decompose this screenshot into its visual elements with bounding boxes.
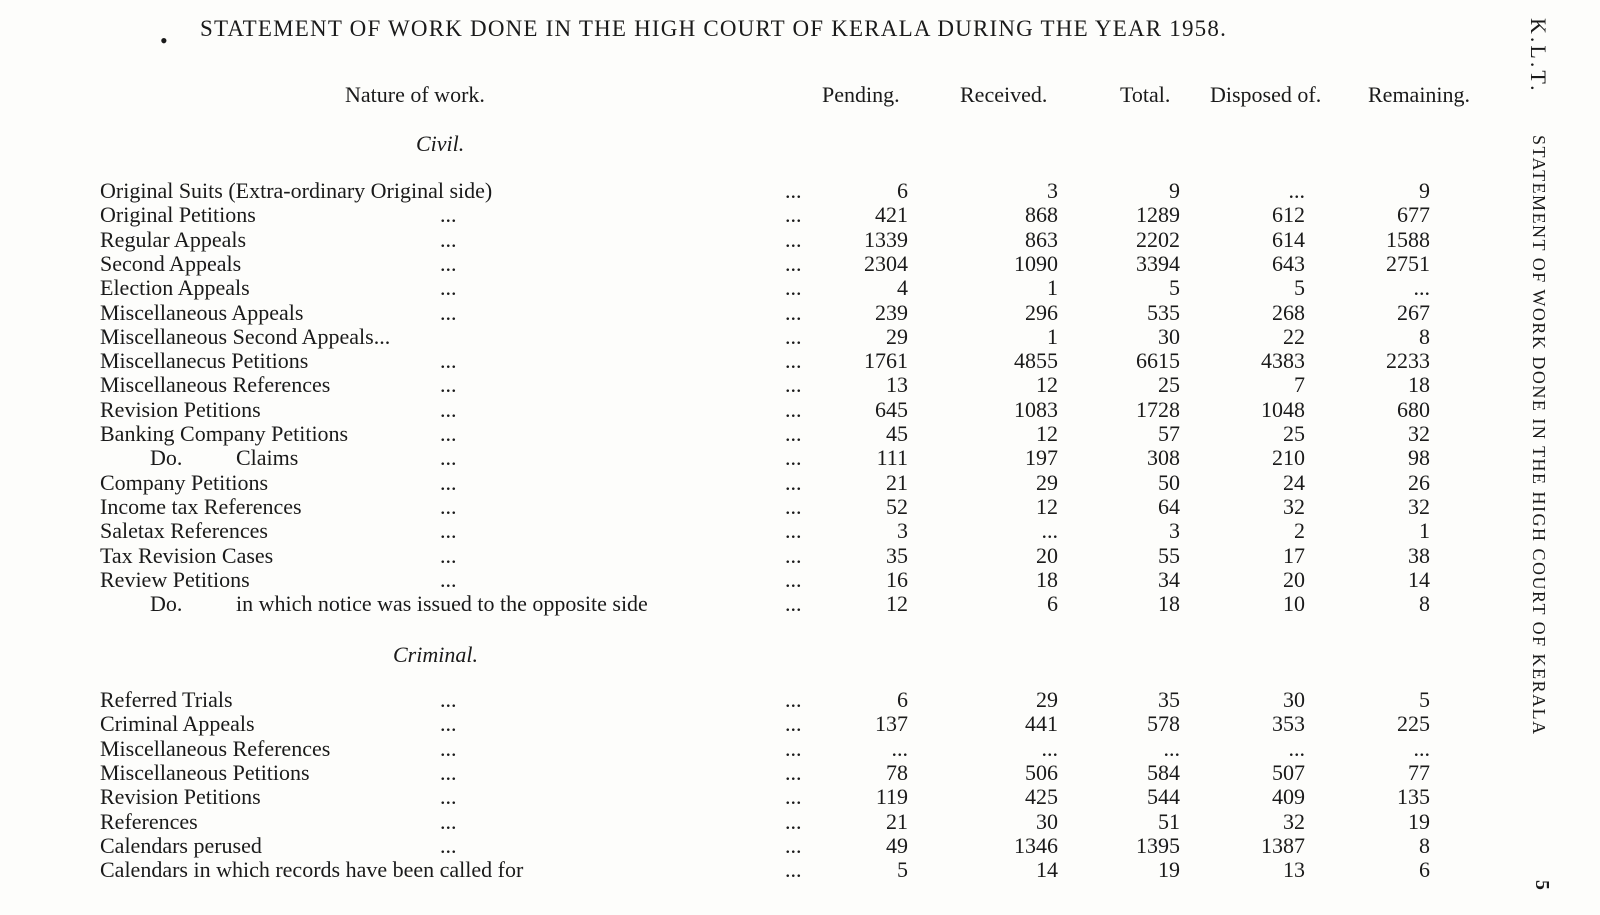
cell-disposed: 25 [1283,421,1305,446]
row-leader-dots: ... [440,348,457,374]
cell-pending: 421 [875,202,908,228]
cell-received: 296 [1025,299,1058,325]
row-label-text: Election Appeals [100,275,250,301]
table-row [0,495,1480,519]
cell-disposed: 32 [1283,493,1305,519]
cell-received: 20 [1036,542,1058,568]
row-label [100,228,246,252]
cell-pending: 119 [875,784,908,810]
row-label-text: Miscellanecus Petitions [100,348,309,374]
cell-disposed: 22 [1283,323,1305,349]
row-label [100,737,330,761]
row-label-text: Regular Appeals [100,226,247,252]
margin-running-title: STATEMENT OF WORK DONE IN THE HIGH COURT OF KERALA [1529,135,1549,736]
cell-disposed: 409 [1272,784,1305,810]
header-remaining: Remaining. [1368,82,1471,107]
cell-total: 3394 [1136,250,1180,276]
cell-total: 51 [1158,808,1180,834]
table-row [0,568,1480,592]
cell-pending: 6 [897,178,908,203]
cell-disposed: 7 [1294,372,1305,398]
row-leader-dots: ... [440,808,457,834]
table-row [0,398,1480,422]
cell-received: 441 [1025,711,1058,737]
row-label [100,785,261,809]
cell-received: 197 [1025,445,1058,471]
row-label-text: Revision Petitions [100,396,261,422]
column-leader-dots: ... [785,808,802,834]
row-leader-dots: ... [440,566,457,592]
row-leader-dots: ... [440,396,457,422]
row-label-text: Saletax References [100,518,268,544]
cell-remaining: 77 [1408,759,1430,785]
table-row [0,737,1480,761]
row-leader-dots: ... [440,202,457,228]
row-label-text: Miscellaneous References [100,735,331,761]
cell-remaining: ... [1413,735,1430,761]
cell-remaining: 98 [1408,445,1430,471]
cell-pending: 111 [876,445,908,471]
cell-total: 9 [1169,178,1180,203]
cell-disposed: 17 [1283,542,1305,568]
cell-total: 30 [1158,323,1180,349]
row-label-text: Company Petitions [100,469,269,495]
column-leader-dots: ... [785,687,802,712]
cell-remaining: 2233 [1386,348,1430,374]
cell-disposed: 268 [1272,299,1305,325]
header-total: Total. [1120,82,1171,107]
cell-remaining: 9 [1419,178,1430,203]
cell-received: 4855 [1014,348,1058,374]
table-row [0,810,1480,834]
column-leader-dots: ... [785,518,802,544]
cell-received: 506 [1025,759,1058,785]
cell-disposed: 507 [1272,759,1305,785]
cell-total: 1728 [1136,396,1180,422]
row-label [100,471,268,495]
table-row [0,301,1480,325]
column-leader-dots: ... [785,421,802,446]
cell-total: 535 [1147,299,1180,325]
column-leader-dots: ... [785,178,802,203]
column-leader-dots: ... [785,784,802,810]
section-civil-label: Civil. [416,131,465,156]
cell-disposed: 612 [1272,202,1305,228]
cell-remaining: 14 [1408,566,1430,592]
cell-disposed: 13 [1283,857,1305,883]
column-leader-dots: ... [785,832,802,858]
column-leader-dots: ... [785,759,802,785]
table-row [0,834,1480,858]
row-label-text: Do. [150,445,183,471]
column-leader-dots: ... [785,323,802,349]
table-row [0,228,1480,252]
row-leader-dots: ... [440,687,457,712]
table-row [0,422,1480,446]
cell-remaining: 677 [1397,202,1430,228]
cell-received: 3 [1047,178,1058,203]
row-label [100,373,330,397]
column-leader-dots: ... [785,396,802,422]
row-leader-dots: ... [440,784,457,810]
cell-received: 30 [1036,808,1058,834]
cell-remaining: 32 [1408,421,1430,446]
cell-remaining: 1 [1419,518,1430,544]
row-leader-dots: ... [440,832,457,858]
cell-received: 1083 [1014,396,1058,422]
row-label [150,445,299,471]
cell-total: 2202 [1136,226,1180,252]
row-label [100,568,250,592]
cell-disposed: 32 [1283,808,1305,834]
column-leader-dots: ... [785,445,802,471]
row-label-text: Original Suits (Extra-ordinary Original side) [100,178,493,203]
column-leader-dots: ... [785,348,802,374]
row-leader-dots: ... [440,518,457,544]
column-leader-dots: ... [785,250,802,276]
cell-disposed: 210 [1272,445,1305,471]
row-label-sub: Claims [236,445,299,471]
cell-remaining: 680 [1397,396,1430,422]
row-leader-dots: ... [440,421,457,446]
cell-total: 64 [1158,493,1180,519]
row-leader-dots: ... [440,299,457,325]
cell-disposed: 643 [1272,250,1305,276]
row-label [100,834,262,858]
cell-total: 544 [1147,784,1180,810]
table-row [0,761,1480,785]
table-row [0,519,1480,543]
margin-journal-abbrev: K.L.T. [1526,18,1551,94]
row-label [100,858,523,882]
cell-received: 29 [1036,469,1058,495]
table-row [0,592,1480,616]
column-leader-dots: ... [785,372,802,398]
cell-total: 5 [1169,275,1180,301]
cell-disposed: 20 [1283,566,1305,592]
cell-remaining: 18 [1408,372,1430,398]
row-label [100,712,255,736]
cell-pending: 49 [886,832,908,858]
section-criminal-label: Criminal. [393,642,478,667]
table-row [0,471,1480,495]
row-leader-dots: ... [440,469,457,495]
row-label [100,519,268,543]
table-row [0,203,1480,227]
page-number: 5 [1531,880,1553,890]
cell-total: 34 [1158,566,1180,592]
cell-pending: 137 [875,711,908,737]
cell-disposed: ... [1288,178,1305,203]
cell-remaining: 38 [1408,542,1430,568]
column-leader-dots: ... [785,542,802,568]
cell-pending: 1761 [864,348,908,374]
cell-pending: 12 [886,591,908,617]
cell-remaining: 2751 [1386,250,1430,276]
cell-disposed: ... [1288,735,1305,761]
cell-remaining: 19 [1408,808,1430,834]
cell-disposed: 1387 [1261,832,1305,858]
cell-disposed: 5 [1294,275,1305,301]
column-leader-dots: ... [785,493,802,519]
row-leader-dots: ... [440,759,457,785]
cell-received: 18 [1036,566,1058,592]
cell-received: 425 [1025,784,1058,810]
row-label [100,495,302,519]
row-label [150,591,648,617]
title-text: STATEMENT OF WORK DONE IN THE HIGH COURT OF KERALA DURING THE YEAR 1958. [200,16,1228,41]
cell-pending: 52 [886,493,908,519]
row-label [100,761,310,785]
table-row [0,712,1480,736]
table-row [0,179,1480,203]
cell-remaining: 26 [1408,469,1430,495]
cell-pending: 1339 [864,226,908,252]
cell-pending: 645 [875,396,908,422]
cell-pending: 5 [897,857,908,883]
cell-pending: ... [891,735,908,761]
cell-pending: 21 [886,808,908,834]
row-label [100,325,390,349]
cell-remaining: 8 [1419,323,1430,349]
cell-disposed: 10 [1283,591,1305,617]
cell-total: 57 [1158,421,1180,446]
row-label [100,252,241,276]
cell-received: 12 [1036,493,1058,519]
column-leader-dots: ... [785,735,802,761]
cell-disposed: 30 [1283,687,1305,712]
cell-remaining: 5 [1419,687,1430,712]
cell-received: 12 [1036,421,1058,446]
row-label-text: Miscellaneous Appeals [100,299,304,325]
row-label-text: Income tax References [100,493,302,519]
cell-total: 55 [1158,542,1180,568]
table-row [0,349,1480,373]
cell-disposed: 1048 [1261,396,1305,422]
cell-total: 3 [1169,518,1180,544]
cell-remaining: 32 [1408,493,1430,519]
row-label-text: Revision Petitions [100,784,261,810]
cell-disposed: 614 [1272,226,1305,252]
row-label-text: Calendars in which records have been called for [100,857,524,883]
row-label-text: Miscellaneous References [100,372,331,398]
cell-received: ... [1041,518,1058,544]
table-row [0,858,1480,882]
column-leader-dots: ... [785,202,802,228]
cell-received: 29 [1036,687,1058,712]
cell-received: 863 [1025,226,1058,252]
row-label-text: Review Petitions [100,566,250,592]
row-label [100,301,303,325]
cell-received: 6 [1047,591,1058,617]
column-leader-dots: ... [785,275,802,301]
cell-pending: 13 [886,372,908,398]
row-leader-dots: ... [440,275,457,301]
row-label-text: Banking Company Petitions [100,421,349,446]
cell-pending: 4 [897,275,908,301]
table-row [0,373,1480,397]
table-row [0,446,1480,470]
cell-remaining: ... [1413,275,1430,301]
cell-pending: 2304 [864,250,908,276]
row-leader-dots: ... [440,226,457,252]
row-leader-dots: ... [440,250,457,276]
row-leader-dots: ... [440,711,457,737]
header-disposed: Disposed of. [1210,82,1322,107]
cell-total: ... [1163,735,1180,761]
row-label-text: Tax Revision Cases [100,542,274,568]
column-leader-dots: ... [785,226,802,252]
document-title [160,16,1440,53]
cell-pending: 45 [886,421,908,446]
cell-received: ... [1041,735,1058,761]
cell-total: 6615 [1136,348,1180,374]
row-label [100,203,256,227]
cell-received: 14 [1036,857,1058,883]
cell-pending: 3 [897,518,908,544]
header-nature-of-work: Nature of work. [345,82,485,107]
row-leader-dots: ... [440,493,457,519]
row-label-text: Do. [150,591,183,617]
column-leader-dots: ... [785,566,802,592]
cell-total: 1395 [1136,832,1180,858]
column-leader-dots: ... [785,591,802,617]
cell-total: 25 [1158,372,1180,398]
cell-total: 578 [1147,711,1180,737]
cell-remaining: 267 [1397,299,1430,325]
cell-remaining: 225 [1397,711,1430,737]
header-received: Received. [960,82,1048,107]
column-leader-dots: ... [785,857,802,883]
row-label-text: Referred Trials [100,687,233,712]
row-label [100,179,492,203]
cell-remaining: 1588 [1386,226,1430,252]
row-label-text: Criminal Appeals [100,711,255,737]
table-row [0,325,1480,349]
row-label-text: Miscellaneous Petitions [100,759,310,785]
cell-disposed: 2 [1294,518,1305,544]
cell-disposed: 353 [1272,711,1305,737]
row-label [100,688,233,712]
column-leader-dots: ... [785,299,802,325]
cell-pending: 35 [886,542,908,568]
cell-received: 1090 [1014,250,1058,276]
cell-total: 1289 [1136,202,1180,228]
row-label [100,349,308,373]
cell-total: 35 [1158,687,1180,712]
row-label [100,544,273,568]
row-label-text: Second Appeals [100,250,242,276]
cell-disposed: 24 [1283,469,1305,495]
cell-pending: 78 [886,759,908,785]
row-label-text: Calendars perused [100,832,262,858]
cell-received: 1346 [1014,832,1058,858]
row-label-text: Miscellaneous Second Appeals... [100,323,391,349]
cell-received: 868 [1025,202,1058,228]
table-row [0,252,1480,276]
row-label [100,422,348,446]
row-label [100,276,250,300]
row-leader-dots: ... [440,735,457,761]
cell-pending: 6 [897,687,908,712]
row-leader-dots: ... [440,372,457,398]
cell-pending: 16 [886,566,908,592]
cell-total: 19 [1158,857,1180,883]
cell-disposed: 4383 [1261,348,1305,374]
row-label-sub: in which notice was issued to the opposite side [236,591,648,617]
row-leader-dots: ... [440,445,457,471]
cell-remaining: 8 [1419,832,1430,858]
cell-total: 18 [1158,591,1180,617]
cell-total: 50 [1158,469,1180,495]
table-row [0,544,1480,568]
row-label [100,398,261,422]
cell-received: 1 [1047,323,1058,349]
cell-remaining: 8 [1419,591,1430,617]
table-row [0,276,1480,300]
row-label-text: Original Petitions [100,202,256,228]
bullet-mark: • [160,28,169,53]
cell-received: 1 [1047,275,1058,301]
cell-pending: 239 [875,299,908,325]
row-leader-dots: ... [440,542,457,568]
column-leader-dots: ... [785,469,802,495]
cell-received: 12 [1036,372,1058,398]
cell-pending: 29 [886,323,908,349]
cell-remaining: 6 [1419,857,1430,883]
header-pending: Pending. [822,82,900,107]
cell-total: 584 [1147,759,1180,785]
table-row [0,688,1480,712]
row-label [100,810,198,834]
cell-total: 308 [1147,445,1180,471]
column-leader-dots: ... [785,711,802,737]
cell-remaining: 135 [1397,784,1430,810]
cell-pending: 21 [886,469,908,495]
row-label-text: References [100,808,198,834]
table-row [0,785,1480,809]
